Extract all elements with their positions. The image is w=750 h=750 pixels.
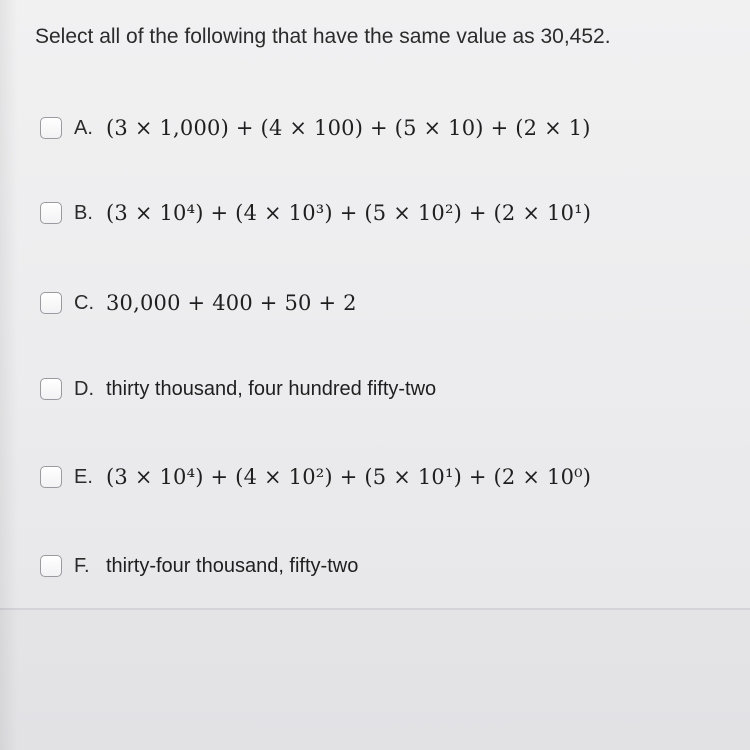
option-a-text: (3 × 1,000) + (4 × 100) + (5 × 10) + (2 × 1) — [106, 116, 591, 140]
option-e-checkbox[interactable] — [40, 466, 62, 488]
option-c[interactable] — [40, 288, 357, 318]
option-f-text: thirty-four thousand, fifty-two — [106, 554, 359, 577]
option-d-text: thirty thousand, four hundred fifty-two — [106, 377, 437, 400]
option-a-checkbox[interactable] — [40, 117, 62, 139]
edge-shadow — [0, 0, 18, 750]
option-e[interactable] — [40, 462, 591, 492]
option-f[interactable] — [40, 551, 358, 581]
option-e-text: (3 × 10⁴) + (4 × 10²) + (5 × 10¹) + (2 × 10⁰) — [106, 465, 592, 489]
question-text: Select all of the following that have the same value as 30,452. — [35, 25, 611, 48]
option-f-checkbox[interactable] — [40, 555, 62, 577]
option-e-letter: E. — [74, 465, 93, 488]
option-b-letter: B. — [74, 201, 93, 224]
option-a[interactable] — [40, 113, 591, 143]
option-d-letter: D. — [74, 377, 94, 400]
option-b[interactable] — [40, 198, 591, 228]
option-c-checkbox[interactable] — [40, 292, 62, 314]
option-a-letter: A. — [74, 116, 93, 139]
option-c-letter: C. — [74, 291, 94, 314]
option-b-checkbox[interactable] — [40, 202, 62, 224]
option-b-text: (3 × 10⁴) + (4 × 10³) + (5 × 10²) + (2 × 10¹) — [106, 201, 592, 225]
option-d-checkbox[interactable] — [40, 378, 62, 400]
option-d[interactable] — [40, 374, 436, 404]
option-c-text: 30,000 + 400 + 50 + 2 — [106, 291, 357, 315]
panel-divider — [0, 608, 750, 610]
option-f-letter: F. — [74, 554, 90, 577]
